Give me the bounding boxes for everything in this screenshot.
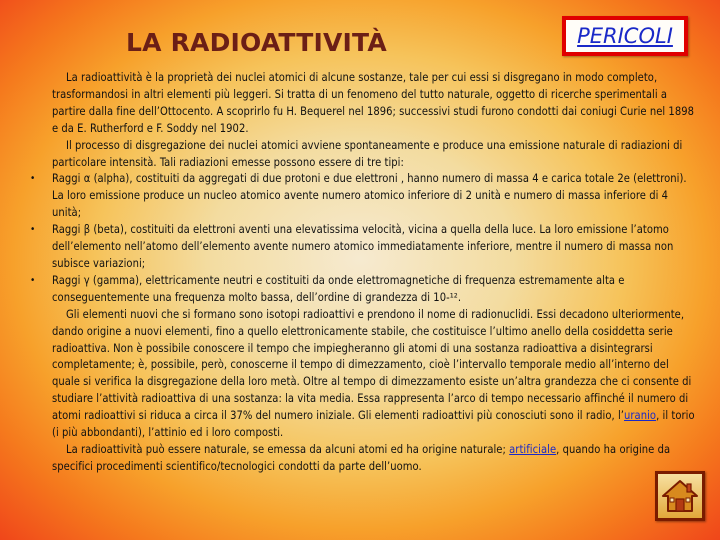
isotopes-paragraph [52, 307, 696, 442]
uranio-link[interactable]: uranio [624, 409, 657, 423]
list-item-gamma [30, 273, 696, 307]
bullet-icon: • [30, 173, 36, 185]
final-paragraph [52, 442, 696, 476]
slide-body [30, 70, 696, 476]
final-text: La radioattività può essere naturale, se emessa da alcuni atomi ed ha origine naturale; [66, 442, 510, 456]
intro-paragraph: La radioattività è la proprietà dei nuclei atomici di alcune sostanze, tale per cui essi si disgregano in modo completo, trasformandosi in altri elementi più leggeri. Si tratta di un fenomeno del tutto naturale, oggetto di ricerche sperimentali a partire dalla fine dell’Ottocento. A scoprirlo fu H. Bequerel nel 1896; successivi studi furono condotti dai coniugi Curie nel 1898 e da E. Rutherford e F. Soddy nel 1902. [52, 71, 695, 135]
list-item-text: Raggi α (alpha), costituiti da aggregati di due protoni e due elettroni , hanno numero di massa 4 e carica totale 2e (elettroni). La loro emissione produce un nucleo atomico avente numero atomico inferiore di 2 unità e numero di massa inferiore di 4 unità; [52, 172, 687, 220]
list-item-beta [30, 222, 696, 273]
pericoli-button[interactable] [562, 16, 688, 56]
home-icon [661, 478, 699, 514]
bullet-icon: • [30, 274, 36, 286]
list-item-text: Raggi β (beta), costituiti da elettroni aventi una elevatissima velocità, vicina a quella della luce. La loro emissione l’atomo dell’elemento nell’atomo dell’elemento avente numero atomico immediatamente inferiore, mentre il numero di massa non subisce variazioni; [52, 223, 674, 270]
final-text-end: , quando ha origine da specifici procedimenti scientifico/tecnologici condotti da parte dell’uomo. [52, 442, 671, 473]
artificiale-link[interactable]: artificiale [509, 442, 557, 456]
list-item-alpha [30, 171, 696, 222]
isotopes-text-end: , il torio (i più abbondanti), l’attinio ed i loro composti. [52, 409, 695, 440]
home-button[interactable] [655, 471, 705, 521]
list-item-text: Raggi γ (gamma), elettricamente neutri e costituiti da onde elettromagnetiche di frequenza estremamente alta e conseguentemente una frequenza molto bassa, dell’ordine di grandezza di 10-¹². [52, 273, 625, 304]
slide-title: LA RADIOATTIVITÀ [126, 28, 387, 57]
isotopes-text: Gli elementi nuovi che si formano sono isotopi radioattivi e prendono il nome di radionuclidi. Essi decadono ulteriormente, dando origine a nuovi elementi, fino a quello elettronicamente stabile, che costituisce l’ultimo anello della cosiddetta serie radioattiva. Non è possibile conoscere il tempo che impiegheranno gli atomi di una sostanza radioattiva a disintegrarsi completamente; è, possibile, però, conoscerne il tempo di dimezzamento, cioè l’intervallo temporale medio all’interno del quale si verifica la disgregazione della loro metà. Oltre al tempo di dimezzamento esiste un’altra grandezza che ci consente di studiare l’attività radioattiva di una sostanza: la vita media. Essa rappresenta l’arco di tempo necessario affinché il numero di atomi radioattivi si riduca a circa il 37% del numero iniziale. Gli elementi radioattivi più conosciuti sono il radio, l’ [52, 307, 692, 423]
bullet-icon: • [30, 224, 36, 236]
process-paragraph: Il processo di disgregazione dei nuclei atomici avviene spontaneamente e produce una emissione naturale di radiazioni di particolare intensità. Tali radiazioni emesse possono essere di tre tipi: [52, 138, 683, 169]
pericoli-label[interactable]: PERICOLI [577, 24, 673, 48]
